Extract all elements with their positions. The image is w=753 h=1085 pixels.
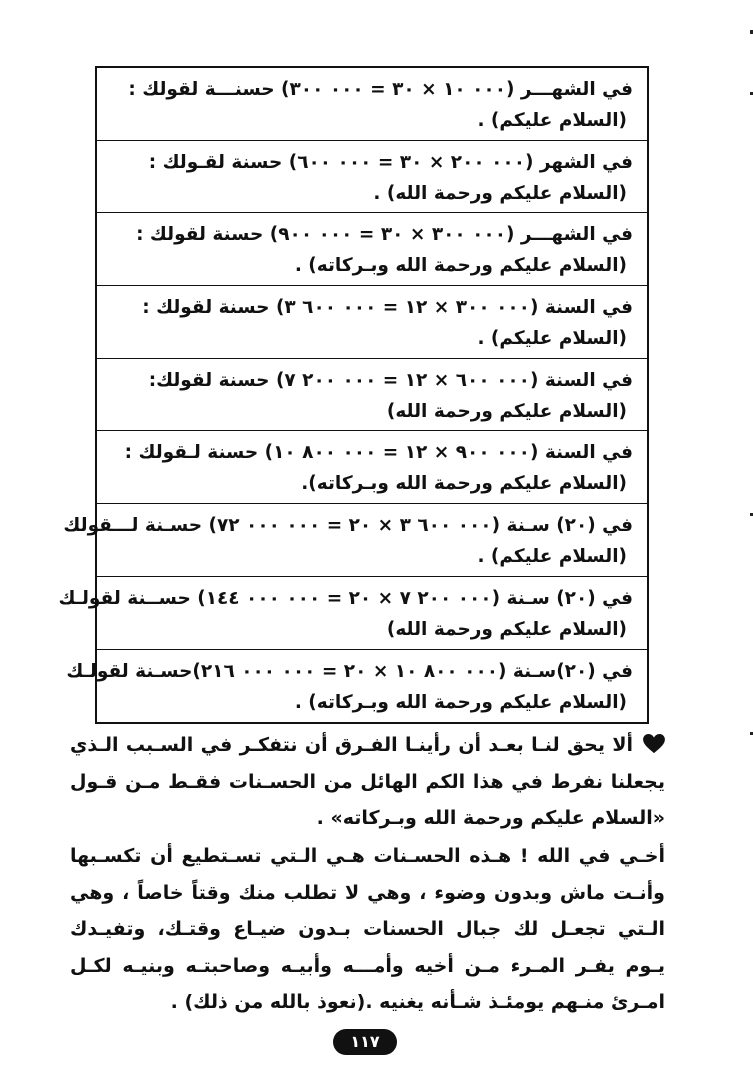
table-row [97,431,647,504]
row-calculation: في السنة (٠٠٠ ٣٠٠ × ١٢ = ٠٠٠ ٦٠٠ ٣) حسنة لقولك : [142,297,633,319]
row-calculation: في (٢٠) سـنة (٠٠٠ ٢٠٠ ٧ × ٢٠ = ٠٠٠ ٠٠٠ ١٤٤) حســنة لقولـك [58,587,633,609]
paragraph-text: ألا يحق لنـا بعـد أن رأينـا الفـرق أن نتفكـر في السـبب الـذي يجعلنا نفرط في هذا الكم الهائل من الحسـنات فقـط مـن قـول «السلام عليكم ورحمة الله وبـركاته» . [70,734,665,829]
table-row [58,577,647,650]
table-row [97,286,647,359]
row-greeting: (السلام عليكم ورحمة الله وبـركاته). [301,473,627,495]
page-number-badge: ١١٧ [333,1029,397,1055]
row-greeting: (السلام عليكم ورحمة الله) . [373,182,627,204]
table-row [97,359,647,432]
row-greeting: (السلام عليكم) . [477,110,627,131]
row-greeting: (السلام عليكم) . [477,546,627,568]
table-row [97,68,647,141]
row-greeting: (السلام عليكم) . [477,328,627,350]
row-greeting: (السلام عليكم ورحمة الله وبـركاته) . [294,691,627,713]
table-row [97,141,647,214]
table-row [63,504,647,577]
row-calculation: في الشهـــر (٠٠٠ ٣٠٠ × ٣٠ = ٠٠٠ ٩٠٠) حسنة لقولك : [136,224,633,246]
row-greeting: (السلام عليكم ورحمة الله) [386,618,627,640]
row-calculation: في (٢٠) سـنة (٠٠٠ ٦٠٠ ٣ × ٢٠ = ٠٠٠ ٠٠٠ ٧٢) حسـنة لـــقولك [63,515,633,537]
row-greeting: (السلام عليكم ورحمة الله) [386,400,627,422]
reflection-paragraph [70,727,665,837]
row-greeting: (السلام عليكم ورحمة الله وبـركاته) . [294,255,627,277]
paragraph-text: أخـي في الله ! هـذه الحسـنات هـي الـتي تسـتطيع أن تكسـبها وأنـت ماش وبدون وضوء ، وهي لا تطلب منك وقتاً خاصاً ، وهي الـتي تجعـل لك جبال الحسنات بـدون ضيـاع وقتـك، وتفيـدك يـوم يفـر المـرء مـن أخيه وأمـــه وأبيـه وصاحبتـه وبنيـه لكـل امـرئ منـهم يومئـذ شـأنه يغنيه .(نعوذ بالله من ذلك) . [70,845,665,1013]
table-row [66,650,647,723]
heart-icon [643,734,665,754]
table-row [97,213,647,286]
row-calculation: في الشهـــر (٠٠٠ ١٠ × ٣٠ = ٠٠٠ ٣٠٠) حسنـــة لقولك : [128,79,633,100]
row-calculation: في السنة (٠٠٠ ٩٠٠ × ١٢ = ٠٠٠ ٨٠٠ ١٠) حسنة لـقولك : [124,442,633,464]
row-calculation: في (٢٠)سـنة (٠٠٠ ٨٠٠ ١٠ × ٢٠ = ٠٠٠ ٠٠٠ ٢١٦)حسـنة لقولـك [66,660,633,682]
advice-paragraph [70,838,665,1021]
row-calculation: في السنة (٠٠٠ ٦٠٠ × ١٢ = ٠٠٠ ٢٠٠ ٧) حسنة لقولك: [148,369,633,391]
rewards-table [58,66,649,724]
row-calculation: في الشهر (٠٠٠ ٢٠٠ × ٣٠ = ٠٠٠ ٦٠٠) حسنة لقـولك : [148,151,633,173]
